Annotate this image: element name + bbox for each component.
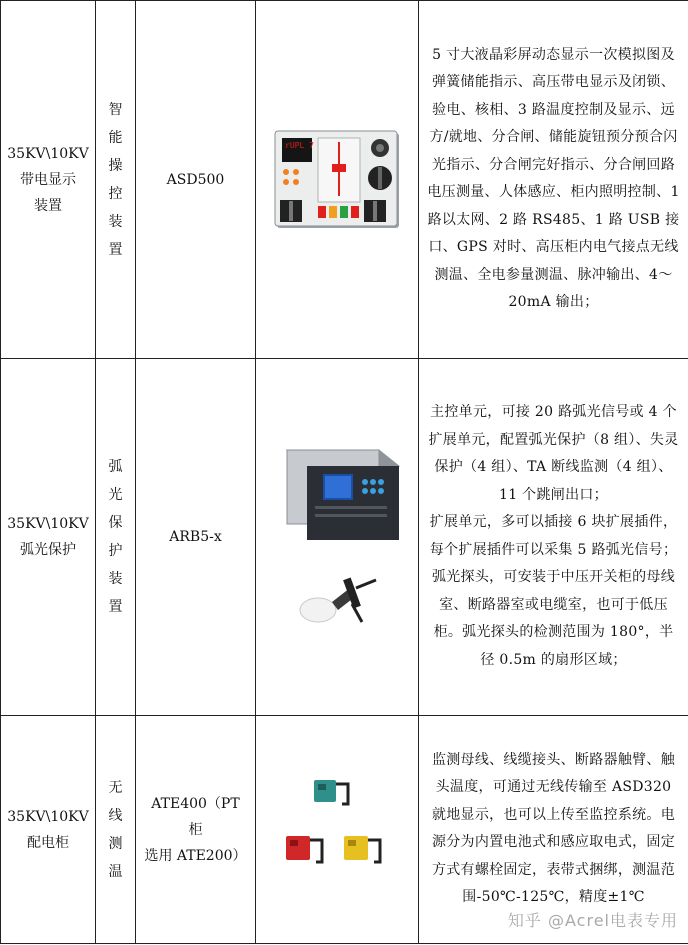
- type-char: 能: [108, 129, 123, 146]
- table-row: [1, 1, 688, 359]
- category-line: 带电显示: [20, 171, 76, 188]
- teal-sensor-icon: [314, 780, 348, 804]
- red-sensor-icon: [286, 836, 322, 862]
- category-line: 35KV\10KV: [7, 516, 89, 532]
- description-paragraph: 5 寸大液晶彩屏动态显示一次模拟图及弹簧储能指示、高压带电显示及闭锁、验电、核相、3 路温度控制及显示、远方/就地、分合闸、储能旋钮预分预合闪光指示、分合闸完好指示、分合闸回路电压测量、人体感应、柜内照明控制、1 路以太网、2 路 RS485、1 路 USB 接口、GPS 对时、高压柜内电气接点无线测温、全电参量测温、脉冲输出、4～20mA 输出；: [427, 46, 680, 310]
- image-cell: [256, 716, 419, 944]
- device-type-cell: [96, 1, 136, 359]
- yellow-sensor-icon: [344, 836, 380, 862]
- category-line: 弧光保护: [20, 542, 76, 558]
- image-cell: [256, 1, 419, 359]
- table-row: [1, 359, 688, 716]
- type-char: 护: [108, 543, 123, 559]
- type-char: 保: [108, 515, 123, 531]
- type-char: 置: [108, 241, 123, 258]
- category-line: 装置: [34, 197, 62, 214]
- type-char: 智: [108, 101, 123, 118]
- category-line: 35KV\10KV: [7, 145, 89, 162]
- device-type-cell: [96, 359, 136, 716]
- arb5-device-icon: [267, 444, 407, 544]
- model-line: 选用 ATE200）: [144, 847, 247, 864]
- type-char: 测: [108, 835, 123, 852]
- description-cell: [419, 1, 688, 359]
- ate400-sensor-icons: [272, 770, 402, 890]
- table-row: [1, 716, 688, 944]
- type-char: 操: [108, 157, 123, 174]
- type-char: 线: [108, 807, 123, 824]
- type-char: 装: [108, 213, 123, 230]
- type-char: 控: [108, 185, 123, 202]
- device-type-cell: [96, 716, 136, 944]
- description-paragraph: 扩展单元，多可以插接 6 块扩展插件，每个扩展插件可以采集 5 路弧光信号；: [429, 514, 678, 558]
- description-paragraph: 弧光探头，可安装于中压开关柜的母线室、断路器室或电缆室，也可于低压柜。弧光探头的检测范围为 180°，半径 0.5m 的扇形区域；: [431, 569, 676, 668]
- type-char: 装: [108, 571, 123, 587]
- model-line: ASD500: [166, 171, 225, 188]
- panel-display-text: rUPL 7: [285, 140, 314, 150]
- watermark: 知乎 @Acrel电表专用: [507, 911, 678, 930]
- description-cell: [419, 359, 688, 716]
- asd500-device-icon: [272, 130, 402, 230]
- type-char: 置: [108, 599, 123, 615]
- model-line: ATE400（PT 柜: [151, 795, 240, 838]
- type-char: 温: [108, 863, 123, 880]
- model-cell: [136, 716, 256, 944]
- category-line: 配电柜: [27, 834, 69, 851]
- description-paragraph: 监测母线、线缆接头、断路器触臂、触头温度，可通过无线传输至 ASD320 就地显示，也可以上传至监控系统。电源分为内置电池式和感应取电式，固定方式有螺栓固定，表带式捆绑，测温范围-50℃-125℃，精度±1℃: [431, 751, 676, 905]
- model-line: ARB5-x: [169, 529, 222, 545]
- category-cell: [1, 1, 96, 359]
- category-cell: [1, 716, 96, 944]
- model-cell: [136, 359, 256, 716]
- category-cell: [1, 359, 96, 716]
- arc-probe-icon: [292, 570, 382, 630]
- type-char: 光: [108, 487, 123, 503]
- type-char: 无: [108, 779, 123, 796]
- image-cell: [256, 359, 419, 716]
- type-char: 弧: [108, 459, 123, 475]
- description-cell: [419, 716, 688, 944]
- model-cell: [136, 1, 256, 359]
- description-paragraph: 主控单元，可接 20 路弧光信号或 4 个扩展单元，配置弧光保护（8 组）、失灵保护（4 组）、TA 断线监测（4 组）、11 个跳闸出口；: [428, 404, 679, 503]
- category-line: 35KV\10KV: [7, 808, 89, 825]
